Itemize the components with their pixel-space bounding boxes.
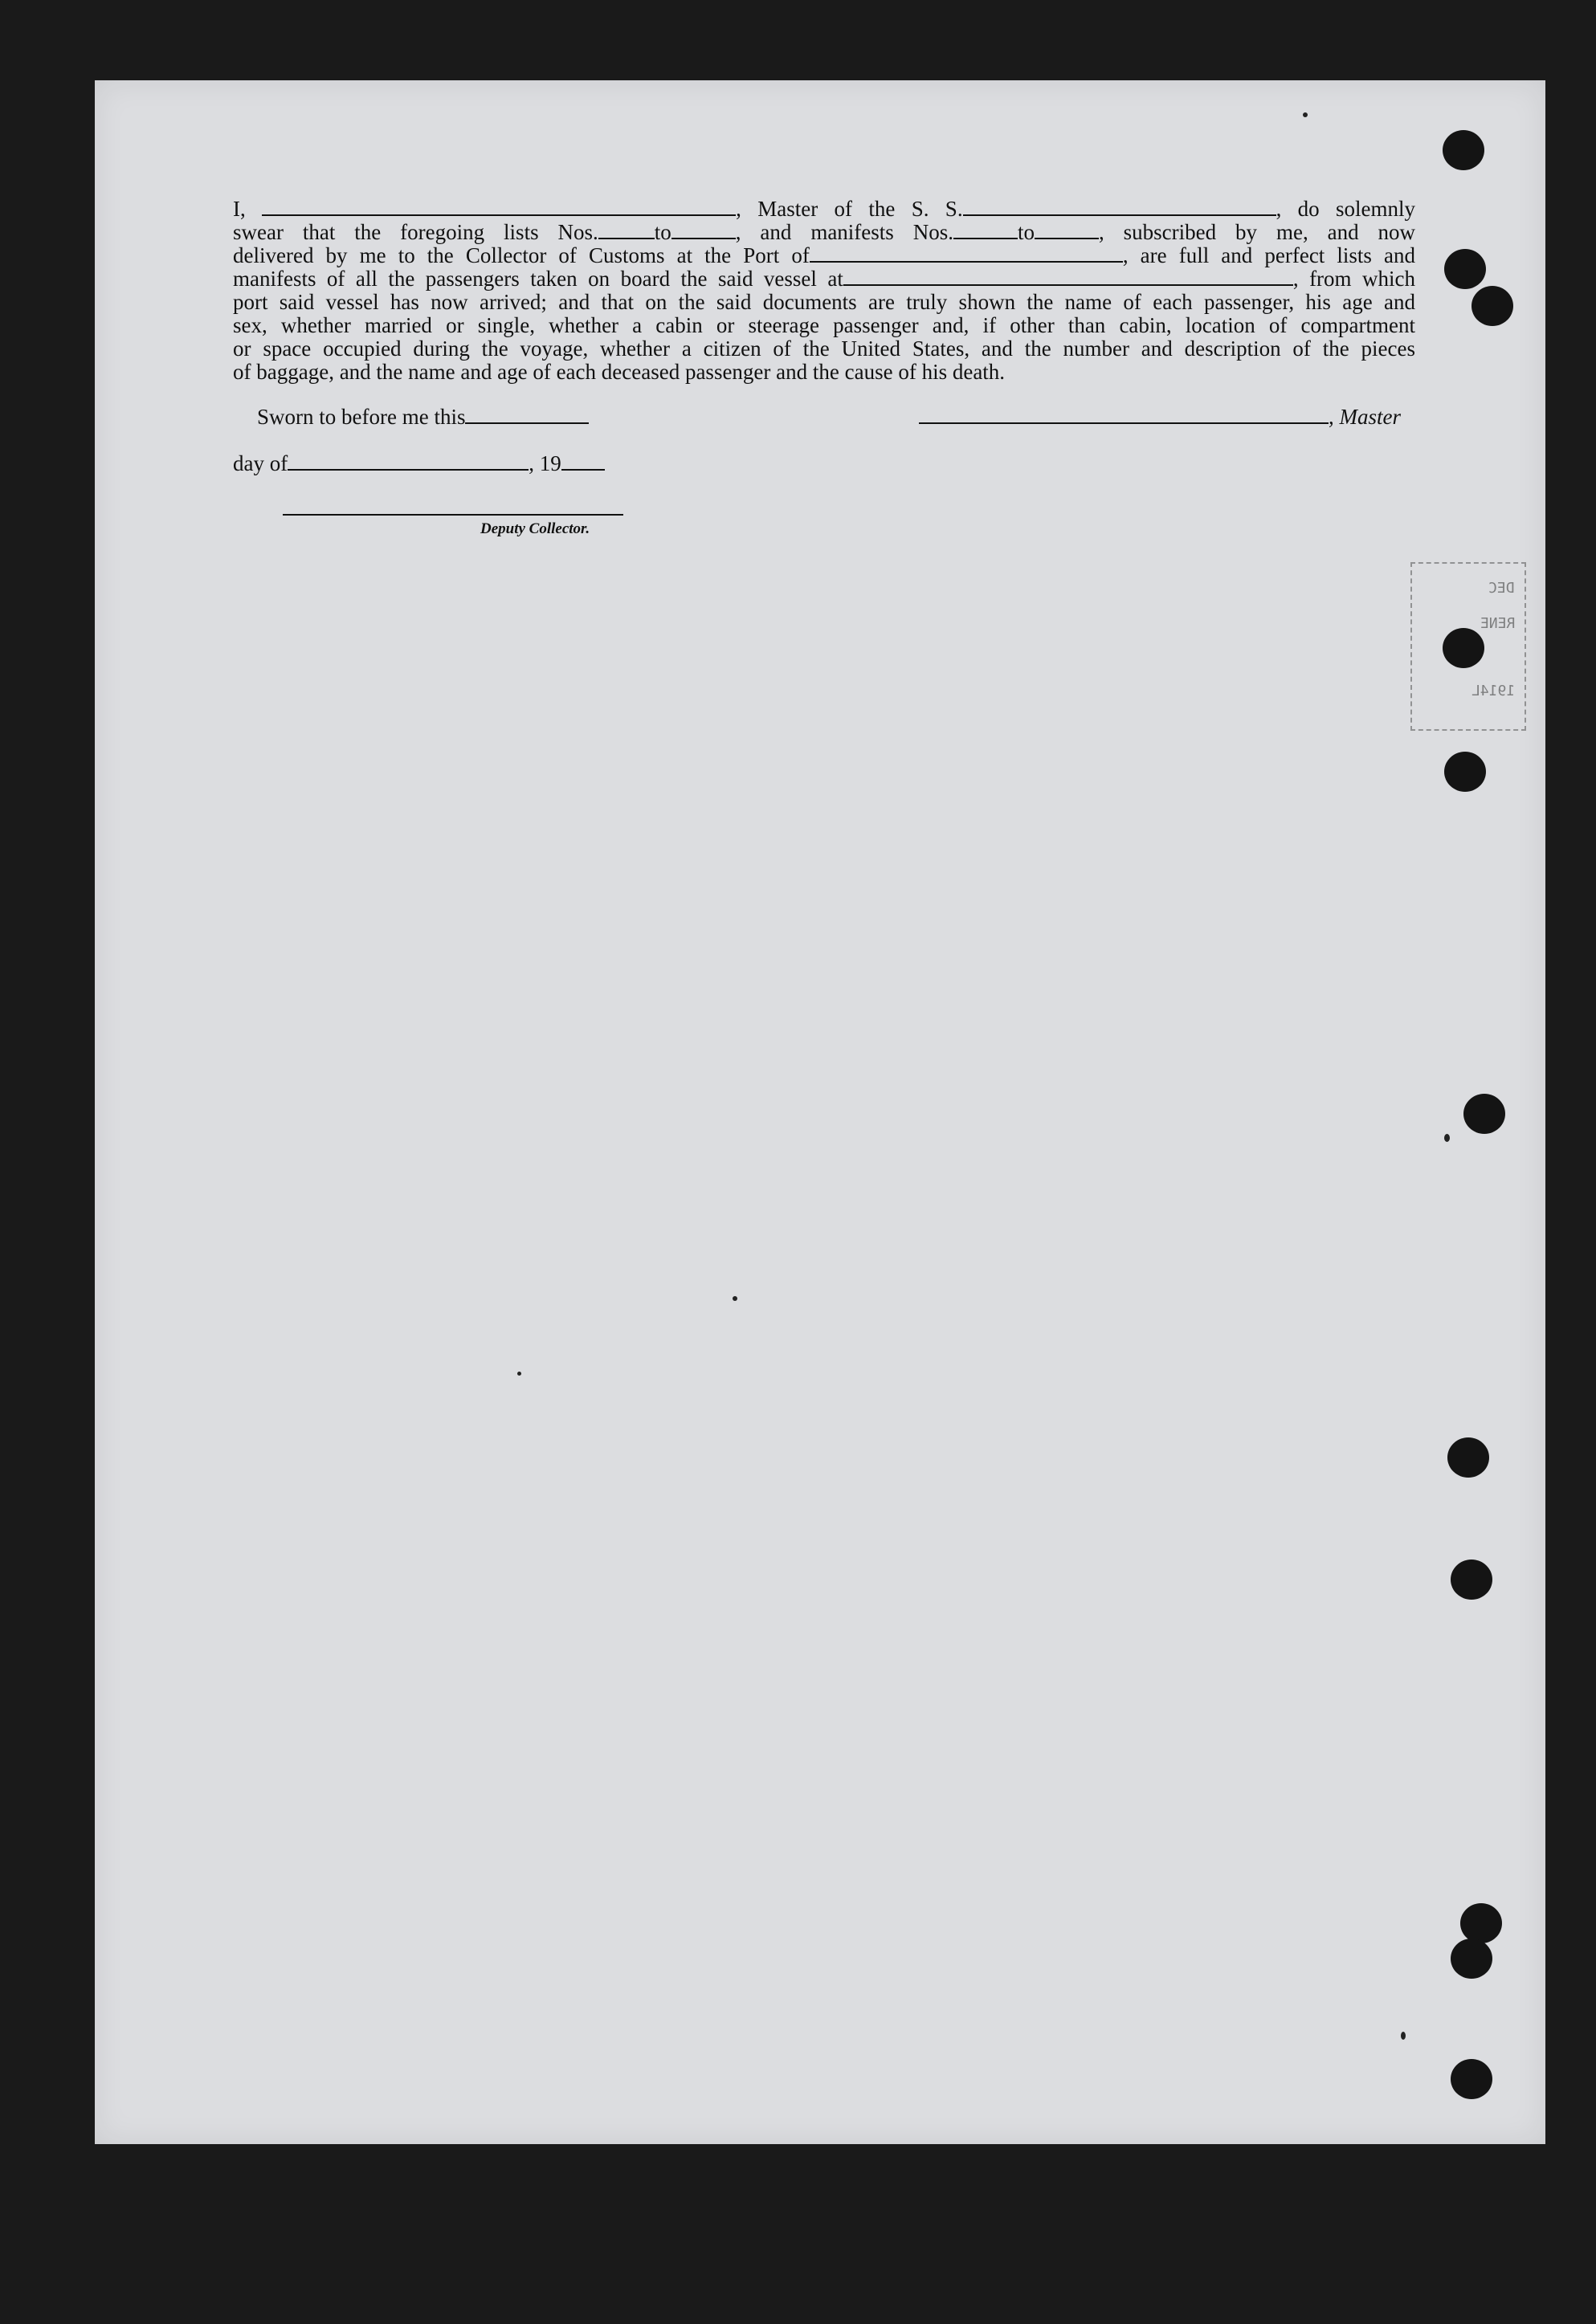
binder-hole [1463, 1094, 1505, 1134]
manifests-nos-label: , and manifests Nos. [735, 220, 953, 244]
manifests-to-blank[interactable] [1035, 222, 1099, 239]
speck [1401, 2032, 1406, 2040]
lists-from-blank[interactable] [598, 222, 655, 239]
stamp-text-3: 1914L [1471, 683, 1515, 699]
sworn-line [257, 405, 589, 430]
stamp-text-1: DEC [1488, 580, 1515, 597]
speck [733, 1296, 737, 1301]
document-page [95, 80, 1545, 2144]
binder-hole [1444, 249, 1486, 289]
deputy-collector-label: Deputy Collector. [480, 520, 590, 537]
day-of-line [233, 451, 605, 476]
to-label-2: to [1017, 220, 1035, 244]
oath-line-3 [233, 244, 1415, 267]
master-signature-line: , Master [919, 405, 1401, 430]
binder-hole [1443, 130, 1484, 170]
year-prefix-label: , 19 [529, 451, 561, 475]
lists-nos-label: swear that the foregoing lists Nos. [233, 220, 598, 244]
speck [1303, 112, 1308, 117]
oath-line-2 [233, 221, 1415, 244]
solemnly-label: , do solemnly [1276, 197, 1416, 221]
ship-name-blank[interactable] [963, 198, 1276, 216]
oath-line-5: port said vessel has now arrived; and that on the said documents are truly shown the name of each passenger, his age and [233, 290, 1415, 314]
sworn-date-blank[interactable] [465, 406, 589, 424]
binder-hole [1451, 1560, 1492, 1600]
binder-hole [1443, 628, 1484, 668]
oath-paragraph [233, 198, 1415, 384]
binder-hole [1460, 1903, 1502, 1943]
speck [517, 1372, 521, 1376]
oath-line-8: of baggage, and the name and age of each deceased passenger and the cause of his death. [233, 360, 1006, 384]
subscribed-label: , subscribed by me, and now [1099, 220, 1416, 244]
from-which-label: , from which [1292, 267, 1415, 291]
oath-line-7: or space occupied during the voyage, whether a citizen of the United States, and the number and description of the pieces [233, 336, 1415, 361]
oath-line-6: sex, whether married or single, whether a cabin or steerage passenger and, if other than cabin, location of compartment [233, 313, 1415, 337]
manifests-from-blank[interactable] [953, 222, 1018, 239]
oath-line-4 [233, 267, 1415, 291]
to-label: to [654, 220, 671, 244]
oath-i: I, [233, 197, 246, 221]
binder-hole [1451, 1939, 1492, 1979]
port-blank[interactable] [810, 245, 1123, 263]
vessel-at-label: manifests of all the passengers taken on board the said vessel at [233, 267, 843, 291]
master-label: Master [1339, 405, 1401, 429]
lists-to-blank[interactable] [671, 222, 736, 239]
master-name-blank[interactable] [262, 198, 736, 216]
binder-hole [1451, 2059, 1492, 2099]
departure-port-blank[interactable] [843, 268, 1293, 286]
sworn-label: Sworn to before me this [257, 405, 466, 429]
day-of-label: day of [233, 451, 288, 475]
port-of-label: delivered by me to the Collector of Customs at the Port of [233, 243, 810, 267]
deputy-signature-line[interactable] [283, 514, 623, 516]
binder-hole [1472, 286, 1513, 326]
binder-hole [1447, 1437, 1489, 1478]
perfect-lists-label: , are full and perfect lists and [1122, 243, 1415, 267]
oath-line-1 [233, 198, 1415, 221]
master-signature-blank[interactable] [919, 406, 1329, 424]
stamp-text-2: RENE [1480, 615, 1515, 632]
day-month-blank[interactable] [288, 453, 529, 471]
year-blank[interactable] [561, 453, 605, 471]
binder-hole [1444, 752, 1486, 792]
speck [1444, 1134, 1450, 1142]
master-of-ship-label: , Master of the S. S. [736, 197, 963, 221]
